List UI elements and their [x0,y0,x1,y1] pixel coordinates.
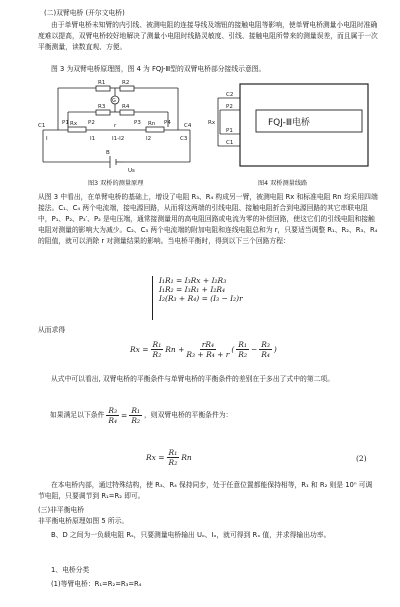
balance-equation: Rx = $\frac{\text{R₁}}{\text{R₂}}$ Rn [146,448,192,467]
equation-2: I₁R₂ = I₃R₁ + I₂R₄ [159,285,225,294]
svg-text:R2: R2 [122,80,130,86]
equation-system [152,276,279,320]
figure3-circuit-diagram [38,80,196,175]
svg-text:P1: P1 [226,128,233,134]
svg-text:P2: P2 [88,120,95,126]
resistor-r1 [96,86,110,91]
resistor-rn [146,127,164,132]
paragraph-derive: 从而求得 [38,326,66,334]
svg-text:C2: C2 [226,92,234,98]
svg-text:I: I [46,136,48,142]
svg-text:P1: P1 [62,120,69,126]
svg-text:C1: C1 [38,123,46,129]
svg-text:R4: R4 [122,104,130,110]
list-item-equal-arm: (1)等臂电桥：R₁=R₂=R₃=R₄ [51,580,142,588]
list-heading: 1、电桥分类 [51,566,90,574]
svg-text:G: G [112,98,116,104]
svg-text:Us: Us [128,168,135,174]
resistor-r2 [120,86,134,91]
svg-text:P2: P2 [226,104,233,110]
paragraph-intro: 由于单臂电桥未知臂的内引线、被测电阻的连接导线及端钮的接触电阻等影响，使单臂电桥测量小电阻时准确度难以提高，双臂电桥较好地解决了测量小电阻时线路灵敏度、引线、接触电阻所带来的测量误差，而且属于一次平衡测量，读数直观、方便。 [38,21,378,51]
subsection-heading: (三)非平衡电桥 [38,506,85,514]
svg-text:C3: C3 [180,136,188,142]
figure4-box-label: FQJ-Ⅲ电桥 [268,118,311,128]
figure4-caption: 图4 双桥测量线路 [258,180,308,187]
figure4-wiring-diagram [208,80,374,175]
svg-text:I1-I2: I1-I2 [112,136,125,142]
svg-text:P4: P4 [164,120,171,126]
svg-text:Rx: Rx [208,120,216,126]
svg-text:C1: C1 [226,140,234,146]
paragraph-balance-diff: 从式中可以看出, 双臂电桥的平衡条件与单臂电桥的平衡条件的差别在于多出了式中的第二项。 [51,375,334,383]
main-equation: Rx = $\frac{\text{R₁}}{\text{R₂}}$ Rn + $\frac{\text{rR₄}}{\text{R₃ + R₄ + r}}$ ( $\frac{\text{R₁}}{\text{R₂}}$ − $\frac{\text{R₃}}{\text{R₄}}$ ) [130,340,277,359]
svg-text:Rx: Rx [70,121,78,127]
svg-text:r: r [114,123,117,129]
svg-text:C4: C4 [184,123,192,129]
equation-3: I₂(R₃ + R₄) = (I₃ − I₂)r [159,294,243,303]
paragraph-analysis: 从图 3 中看出，在单臂电桥的基础上，增设了电阻 R₃、R₄ 构成另一臂，被测电阻 Rx 和标准电阻 Rn 均采用四端接法。C₁、C₄ 两个电流端，接电源回路，从而将这两端的引线电阻、接触电阻折合到电源回路的其它串联电阻中，P₁、P₂、P₃′、P₂ 是电压端，通常接测量用的高电阻回路或电流为零的补偿回路，使这它们的引线电阻和接触电阻对测量的影响大为减少。C₂、C₃ 两个电流端的附加电阻和连线电阻总和为 r，只要适当调整 R₁、R₂、R₃、R₄ 的阻值，就可以消除 r 对测量结果的影响。当电桥平衡时，得到以下三个回路方程： [38,193,378,245]
paragraph-load: B、D 之间为一负载电阻 Rₛ，只要测量电桥输出 Uₒ、Iₒ，就可得到 Rₓ 值，并求得输出功率。 [51,531,331,539]
svg-text:P3: P3 [134,120,141,126]
svg-text:I1: I1 [90,136,96,142]
section-heading: (二)双臂电桥 (开尔文电桥) [44,9,125,17]
equation-number: (2) [356,454,367,463]
svg-text:B: B [106,150,110,156]
svg-text:I2: I2 [146,136,152,142]
paragraph-nonbalanced: 非平衡电桥原理如图 5 所示。 [38,517,129,525]
svg-text:R1: R1 [98,80,106,86]
resistor-r3 [96,110,110,115]
paragraph-figure-ref: 图 3 为双臂电桥原理图，图 4 为 FQJ-Ⅲ型的双臂电桥部分接线示意图。 [51,65,266,73]
resistor-rx [68,127,86,132]
paragraph-internal: 在本电桥内部，通过特殊结构，使 R₃、R₄ 保持同步，处于任意位置都能保持相等，R₁ 和 R₂ 则是 10ⁿ 可调节电阻，只要调节到 R₁=R₂ 即可。 [38,481,373,500]
resistor-r4 [120,110,134,115]
svg-text:R3: R3 [98,104,106,110]
paragraph-condition: 如果满足以下条件 $\frac{\text{R₃}}{\text{R₄}}$ = $\frac{\text{R₁}}{\text{R₂}}$ ，则双臂电桥的平衡条件为： [50,406,233,425]
figure3-caption: 图3 双桥的测量原理 [88,180,144,187]
svg-text:Rn: Rn [148,121,156,127]
equation-1: I₁R₁ = I₃Rx + I₂R₃ [159,276,227,285]
